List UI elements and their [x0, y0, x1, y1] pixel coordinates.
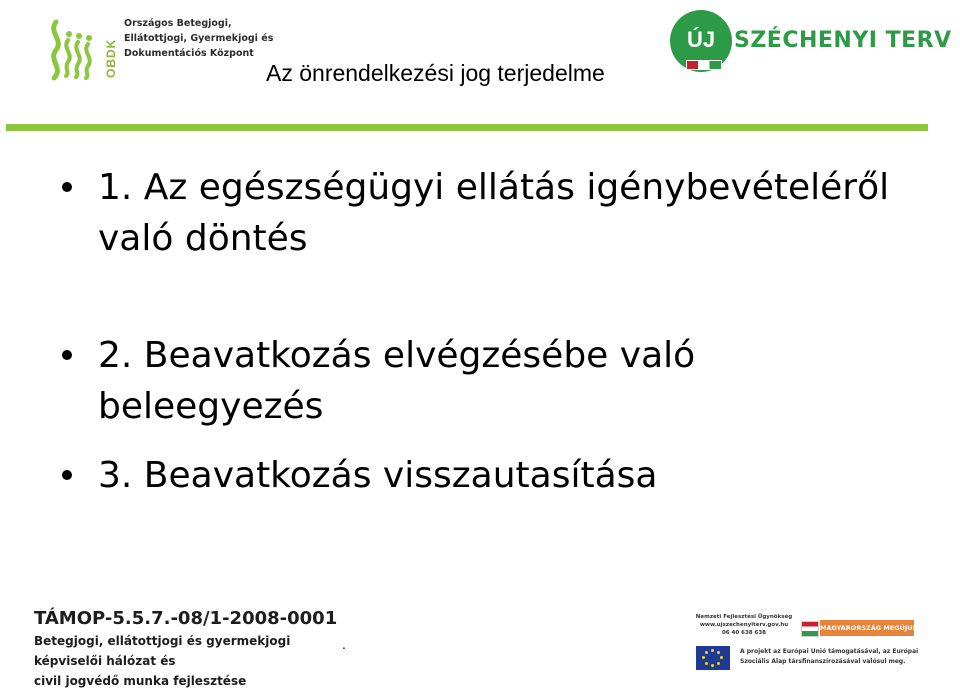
szechenyi-terv-logo	[664, 6, 952, 90]
eu-funding-line: Szociális Alap társfinanszírozásával valósul meg.	[740, 658, 906, 665]
project-line: Betegjogi, ellátottjogi és gyermekjogi	[34, 634, 291, 648]
footer-separator: .	[342, 636, 346, 652]
list-item-text: 2. Beavatkozás elvégzésébe való beleegyezés	[98, 335, 696, 427]
agency-line: Nemzeti Fejlesztési Ügynökség	[695, 614, 793, 620]
slide-title: Az önrendelkezési jog terjedelme	[266, 60, 605, 86]
obdk-name-line: Országos Betegjogi,	[124, 18, 232, 29]
uj-badge-text: ÚJ	[686, 27, 716, 52]
project-code: TÁMOP-5.5.7.-08/1-2008-0001	[34, 608, 338, 629]
list-item	[62, 162, 902, 264]
list-item-text: 1. Az egészségügyi ellátás igénybevételéről való döntés	[98, 167, 890, 259]
hungarian-flag-icon	[686, 60, 722, 70]
uj-badge-icon	[670, 10, 732, 72]
obdk-acronym: OBDK	[104, 38, 118, 78]
eu-funding-text	[740, 647, 926, 667]
footer-funding-info	[688, 605, 926, 677]
szechenyi-terv-text: SZÉCHENYI TERV	[734, 28, 952, 53]
bullet-icon	[62, 470, 72, 480]
obdk-name	[124, 16, 304, 61]
project-line: képviselői hálózat és	[34, 654, 176, 668]
project-line: civil jogvédő munka fejlesztése	[34, 674, 247, 688]
agency-info	[694, 613, 794, 637]
bullet-icon	[62, 350, 72, 360]
obdk-name-line: Ellátottjogi, Gyermekjogi és	[124, 33, 274, 44]
magyarorszag-megujul-badge: MAGYARORSZÁG MEGÚJUL	[820, 620, 914, 636]
agency-line: 06 40 638 638	[721, 630, 766, 636]
list-item-text: 3. Beavatkozás visszautasítása	[98, 455, 658, 496]
obdk-logo	[44, 14, 274, 84]
header-divider	[6, 124, 928, 131]
list-item	[62, 450, 902, 501]
list-item	[62, 330, 902, 432]
hungarian-flag-icon	[801, 621, 819, 637]
obdk-name-line: Dokumentációs Központ	[124, 48, 254, 59]
eu-flag-icon	[696, 646, 730, 670]
footer-project-info	[34, 607, 338, 691]
eu-funding-line: A projekt az Európai Unió támogatásával, az Európai	[740, 648, 919, 655]
bullet-icon	[62, 182, 72, 192]
agency-line: www.ujszechenyiterv.gov.hu	[699, 622, 789, 628]
